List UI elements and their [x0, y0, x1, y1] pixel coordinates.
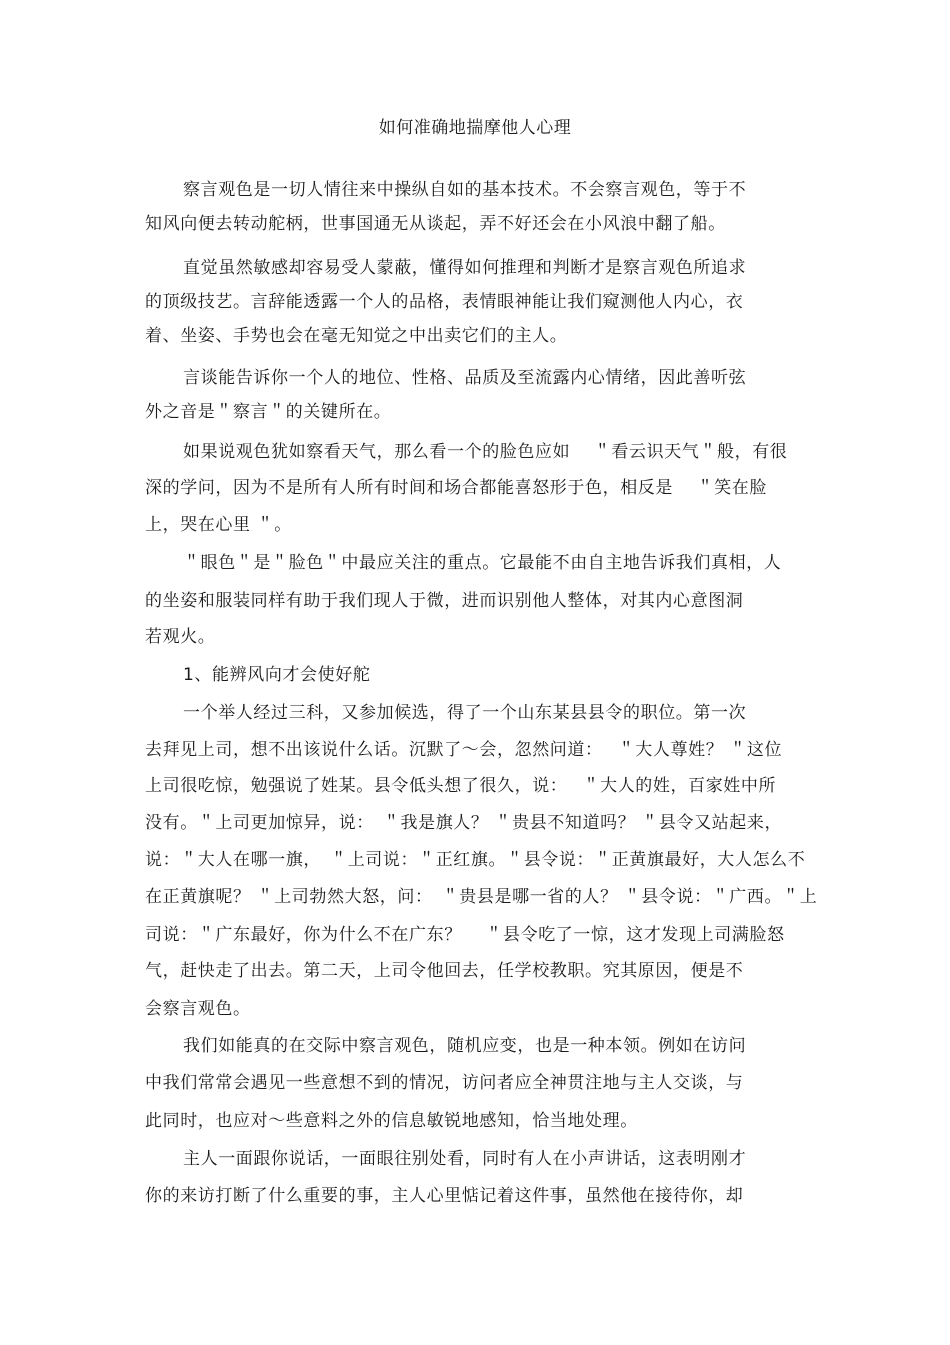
- paragraph-line: 知风向便去转动舵柄，世事国通无从谈起，弄不好还会在小风浪中翻了船。: [145, 214, 726, 234]
- section-heading: 1、能辨风向才会使好舵: [183, 665, 371, 685]
- paragraph-line: 察言观色是一切人情往来中操纵自如的基本技术。不会察言观色，等于不: [183, 180, 747, 200]
- paragraph-line: 的顶级技艺。言辞能透露一个人的品格，表情眼神能让我们窥测他人内心，衣: [145, 292, 744, 312]
- paragraph-line: 在正黄旗呢？ ＂上司勃然大怒，问： ＂贵县是哪一省的人？ ＂县令说：＂广西。＂上: [145, 887, 818, 907]
- paragraph-line: 的坐姿和服装同样有助于我们现人于微，进而识别他人整体，对其内心意图洞: [145, 591, 744, 611]
- paragraph-line: 司说：＂广东最好，你为什么不在广东？ ＂县令吃了一惊，这才发现上司满脸怒: [145, 925, 785, 945]
- paragraph-line: ＂眼色＂是＂脸色＂中最应关注的重点。它最能不由自主地告诉我们真相，人: [183, 553, 782, 573]
- paragraph-line: 着、坐姿、手势也会在毫无知觉之中出卖它们的主人。: [145, 326, 568, 346]
- paragraph-line: 言谈能告诉你一个人的地位、性格、品质及至流露内心情绪，因此善听弦: [183, 368, 747, 388]
- paragraph-line: 中我们常常会遇见一些意想不到的情况，访问者应全神贯注地与主人交谈，与: [145, 1073, 744, 1093]
- paragraph-line: 气，赶快走了出去。第二天，上司令他回去，任学校教职。究其原因，便是不: [145, 961, 744, 981]
- paragraph-line: 一个举人经过三科，又参加候选，得了一个山东某县县令的职位。第一次: [183, 703, 747, 723]
- paragraph-line: 直觉虽然敏感却容易受人蒙蔽，懂得如何推理和判断才是察言观色所追求: [183, 258, 747, 278]
- paragraph-line: 上，哭在心里 ＂。: [145, 515, 292, 535]
- paragraph-line: 此同时，也应对～些意料之外的信息敏锐地感知，恰当地处理。: [145, 1111, 638, 1131]
- paragraph-line: 我们如能真的在交际中察言观色，随机应变，也是一种本领。例如在访问: [183, 1036, 747, 1056]
- paragraph-line: 说：＂大人在哪一旗， ＂上司说：＂正红旗。＂县令说：＂正黄旗最好，大人怎么不: [145, 850, 806, 870]
- paragraph-line: 你的来访打断了什么重要的事，主人心里惦记着这件事，虽然他在接待你，却: [145, 1186, 744, 1206]
- paragraph-line: 若观火。: [145, 627, 216, 647]
- paragraph-line: 上司很吃惊，勉强说了姓某。县令低头想了很久，说： ＂大人的姓，百家姓中所: [145, 776, 777, 796]
- paragraph-line: 主人一面跟你说话，一面眼往别处看，同时有人在小声讲话，这表明刚才: [183, 1149, 747, 1169]
- paragraph-line: 如果说观色犹如察看天气，那么看一个的脸色应如 ＂看云识天气＂般，有很: [183, 442, 788, 462]
- document-title: 如何准确地揣摩他人心理: [378, 118, 572, 138]
- paragraph-line: 深的学问，因为不是所有人所有时间和场合都能喜怒形于色，相反是 ＂笑在脸: [145, 478, 768, 498]
- paragraph-line: 没有。＂上司更加惊异，说： ＂我是旗人？ ＂贵县不知道吗？ ＂县令又站起来，: [145, 813, 783, 833]
- paragraph-line: 去拜见上司，想不出该说什么话。沉默了～会，忽然问道： ＂大人尊姓？ ＂这位: [145, 740, 783, 760]
- paragraph-line: 外之音是＂察言＂的关键所在。: [145, 402, 392, 422]
- paragraph-line: 会察言观色。: [145, 999, 251, 1019]
